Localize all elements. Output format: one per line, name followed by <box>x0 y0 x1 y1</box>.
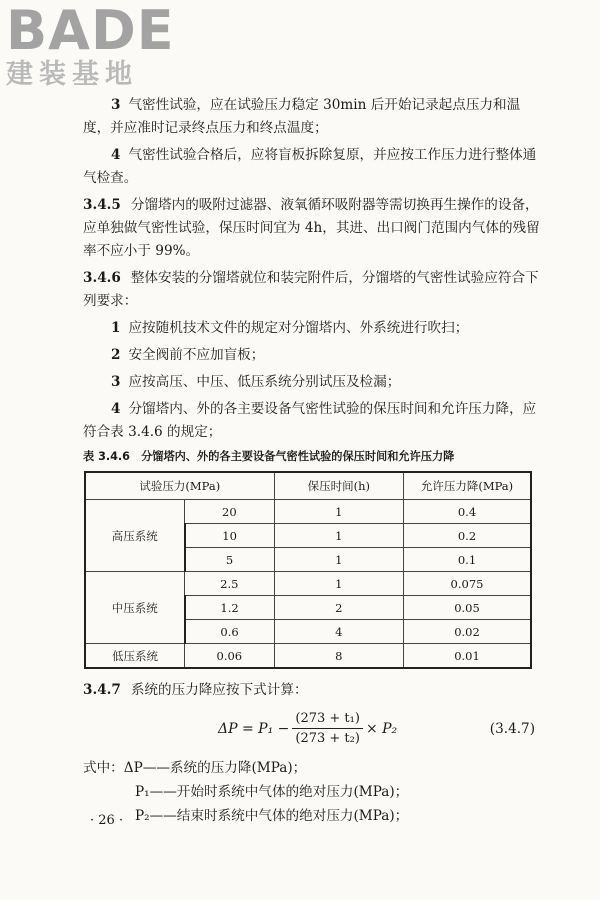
clause-3-4-6-text: 整体安装的分馏塔就位和装完附件后，分馏塔的气密性试验应符合下列要求： <box>83 270 539 309</box>
clause-3-4-7-number: 3.4.7 <box>83 682 121 698</box>
list-item-number: 1 <box>111 320 121 336</box>
list-item-number: 3 <box>111 374 121 390</box>
cell-hold-time: 4 <box>274 620 403 644</box>
formula-fraction <box>292 709 363 748</box>
formula-denominator: (273 + t₂) <box>295 731 360 746</box>
cell-hold-time: 2 <box>274 596 403 620</box>
group-low-pressure: 低压系统 <box>85 644 185 669</box>
table-caption: 表 3.4.6 分馏塔内、外的各主要设备气密性试验的保压时间和允许压力降 <box>83 450 455 463</box>
item-3-paragraph <box>83 94 543 140</box>
formula-definitions <box>83 756 543 828</box>
clause-3-4-5 <box>83 194 543 263</box>
equation-number: (3.4.7) <box>489 721 535 737</box>
clause-3-4-7 <box>83 679 543 702</box>
cell-allowed-drop: 0.075 <box>404 572 532 596</box>
item-3-number: 3 <box>111 97 121 113</box>
logo-subtitle: 建装基地 <box>6 59 138 90</box>
header-hold-time: 保压时间(h) <box>274 472 403 500</box>
cell-hold-time: 1 <box>274 500 403 524</box>
definition-p1: P₁——开始时系统中气体的绝对压力(MPa)； <box>135 784 409 800</box>
header-allowed-drop: 允许压力降(MPa) <box>404 472 532 500</box>
item-4-number: 4 <box>111 147 121 163</box>
page-number: · 26 · <box>90 813 124 828</box>
cell-allowed-drop: 0.1 <box>404 548 532 572</box>
table-row <box>85 572 531 596</box>
definition-delta-p: 式中：ΔP——系统的压力降(MPa)； <box>83 760 307 776</box>
formula-rhs: × P₂ <box>365 720 398 737</box>
cell-pressure: 0.06 <box>185 644 275 669</box>
cell-pressure: 0.6 <box>185 620 275 644</box>
table-row <box>85 644 531 669</box>
formula-numerator: (273 + t₁) <box>292 709 363 729</box>
group-high-pressure: 高压系统 <box>85 500 185 572</box>
logo-wordmark: BADE <box>6 0 175 62</box>
cell-hold-time: 8 <box>274 644 403 669</box>
list-item-text: 应按高压、中压、低压系统分别试压及检漏； <box>128 374 401 390</box>
list-item-text: 分馏塔内、外的各主要设备气密性试验的保压时间和允许压力降，应符合表 3.4.6 的规定； <box>83 401 537 440</box>
item-3-text: 气密性试验，应在试验压力稳定 30min 后开始记录起点压力和温度，并应准时记录终点压力和终点温度； <box>83 97 521 136</box>
clause-3-4-5-number: 3.4.5 <box>83 197 121 213</box>
table-header-row <box>85 472 531 500</box>
cell-pressure: 2.5 <box>185 572 275 596</box>
cell-allowed-drop: 0.4 <box>404 500 532 524</box>
list-item-number: 2 <box>111 347 121 363</box>
cell-pressure: 5 <box>185 548 275 572</box>
cell-pressure: 10 <box>185 524 275 548</box>
bade-logo <box>6 0 175 92</box>
item-4-text: 气密性试验合格后，应将盲板拆除复原，并应按工作压力进行整体通气检查。 <box>83 147 537 186</box>
clause-3-4-6 <box>83 267 543 313</box>
formula-lhs: ΔP = P₁ − <box>218 720 290 737</box>
clause-3-4-5-text: 分馏塔内的吸附过滤器、液氧循环吸附器等需切换再生操作的设备，应单独做气密性试验，保压时间宜为 4h，其进、出口阀门范围内气体的残留率不应小于 99%。 <box>83 197 540 259</box>
cell-hold-time: 1 <box>274 524 403 548</box>
definition-p2: P₂——结束时系统中气体的绝对压力(MPa)； <box>135 808 409 824</box>
formula-expression <box>218 709 397 748</box>
clause-3-4-7-text: 系统的压力降应按下式计算： <box>130 682 308 698</box>
list-item-3 <box>83 371 543 394</box>
list-item-1 <box>83 317 543 340</box>
list-item-2 <box>83 344 543 367</box>
cell-allowed-drop: 0.01 <box>404 644 532 669</box>
pressure-test-table <box>84 471 532 669</box>
group-medium-pressure: 中压系统 <box>85 572 185 644</box>
list-item-4 <box>83 398 543 444</box>
clause-3-4-6-number: 3.4.6 <box>83 270 121 286</box>
cell-allowed-drop: 0.05 <box>404 596 532 620</box>
header-test-pressure: 试验压力(MPa) <box>85 472 274 500</box>
pressure-drop-formula <box>83 706 543 756</box>
cell-hold-time: 1 <box>274 572 403 596</box>
list-item-text: 应按随机技术文件的规定对分馏塔内、外系统进行吹扫； <box>128 320 469 336</box>
table-row <box>85 500 531 524</box>
list-item-text: 安全阀前不应加盲板； <box>128 347 265 363</box>
cell-hold-time: 1 <box>274 548 403 572</box>
list-item-number: 4 <box>111 401 121 417</box>
cell-allowed-drop: 0.02 <box>404 620 532 644</box>
cell-pressure: 20 <box>185 500 275 524</box>
cell-allowed-drop: 0.2 <box>404 524 532 548</box>
document-body <box>83 94 543 828</box>
cell-pressure: 1.2 <box>185 596 275 620</box>
item-4-paragraph <box>83 144 543 190</box>
